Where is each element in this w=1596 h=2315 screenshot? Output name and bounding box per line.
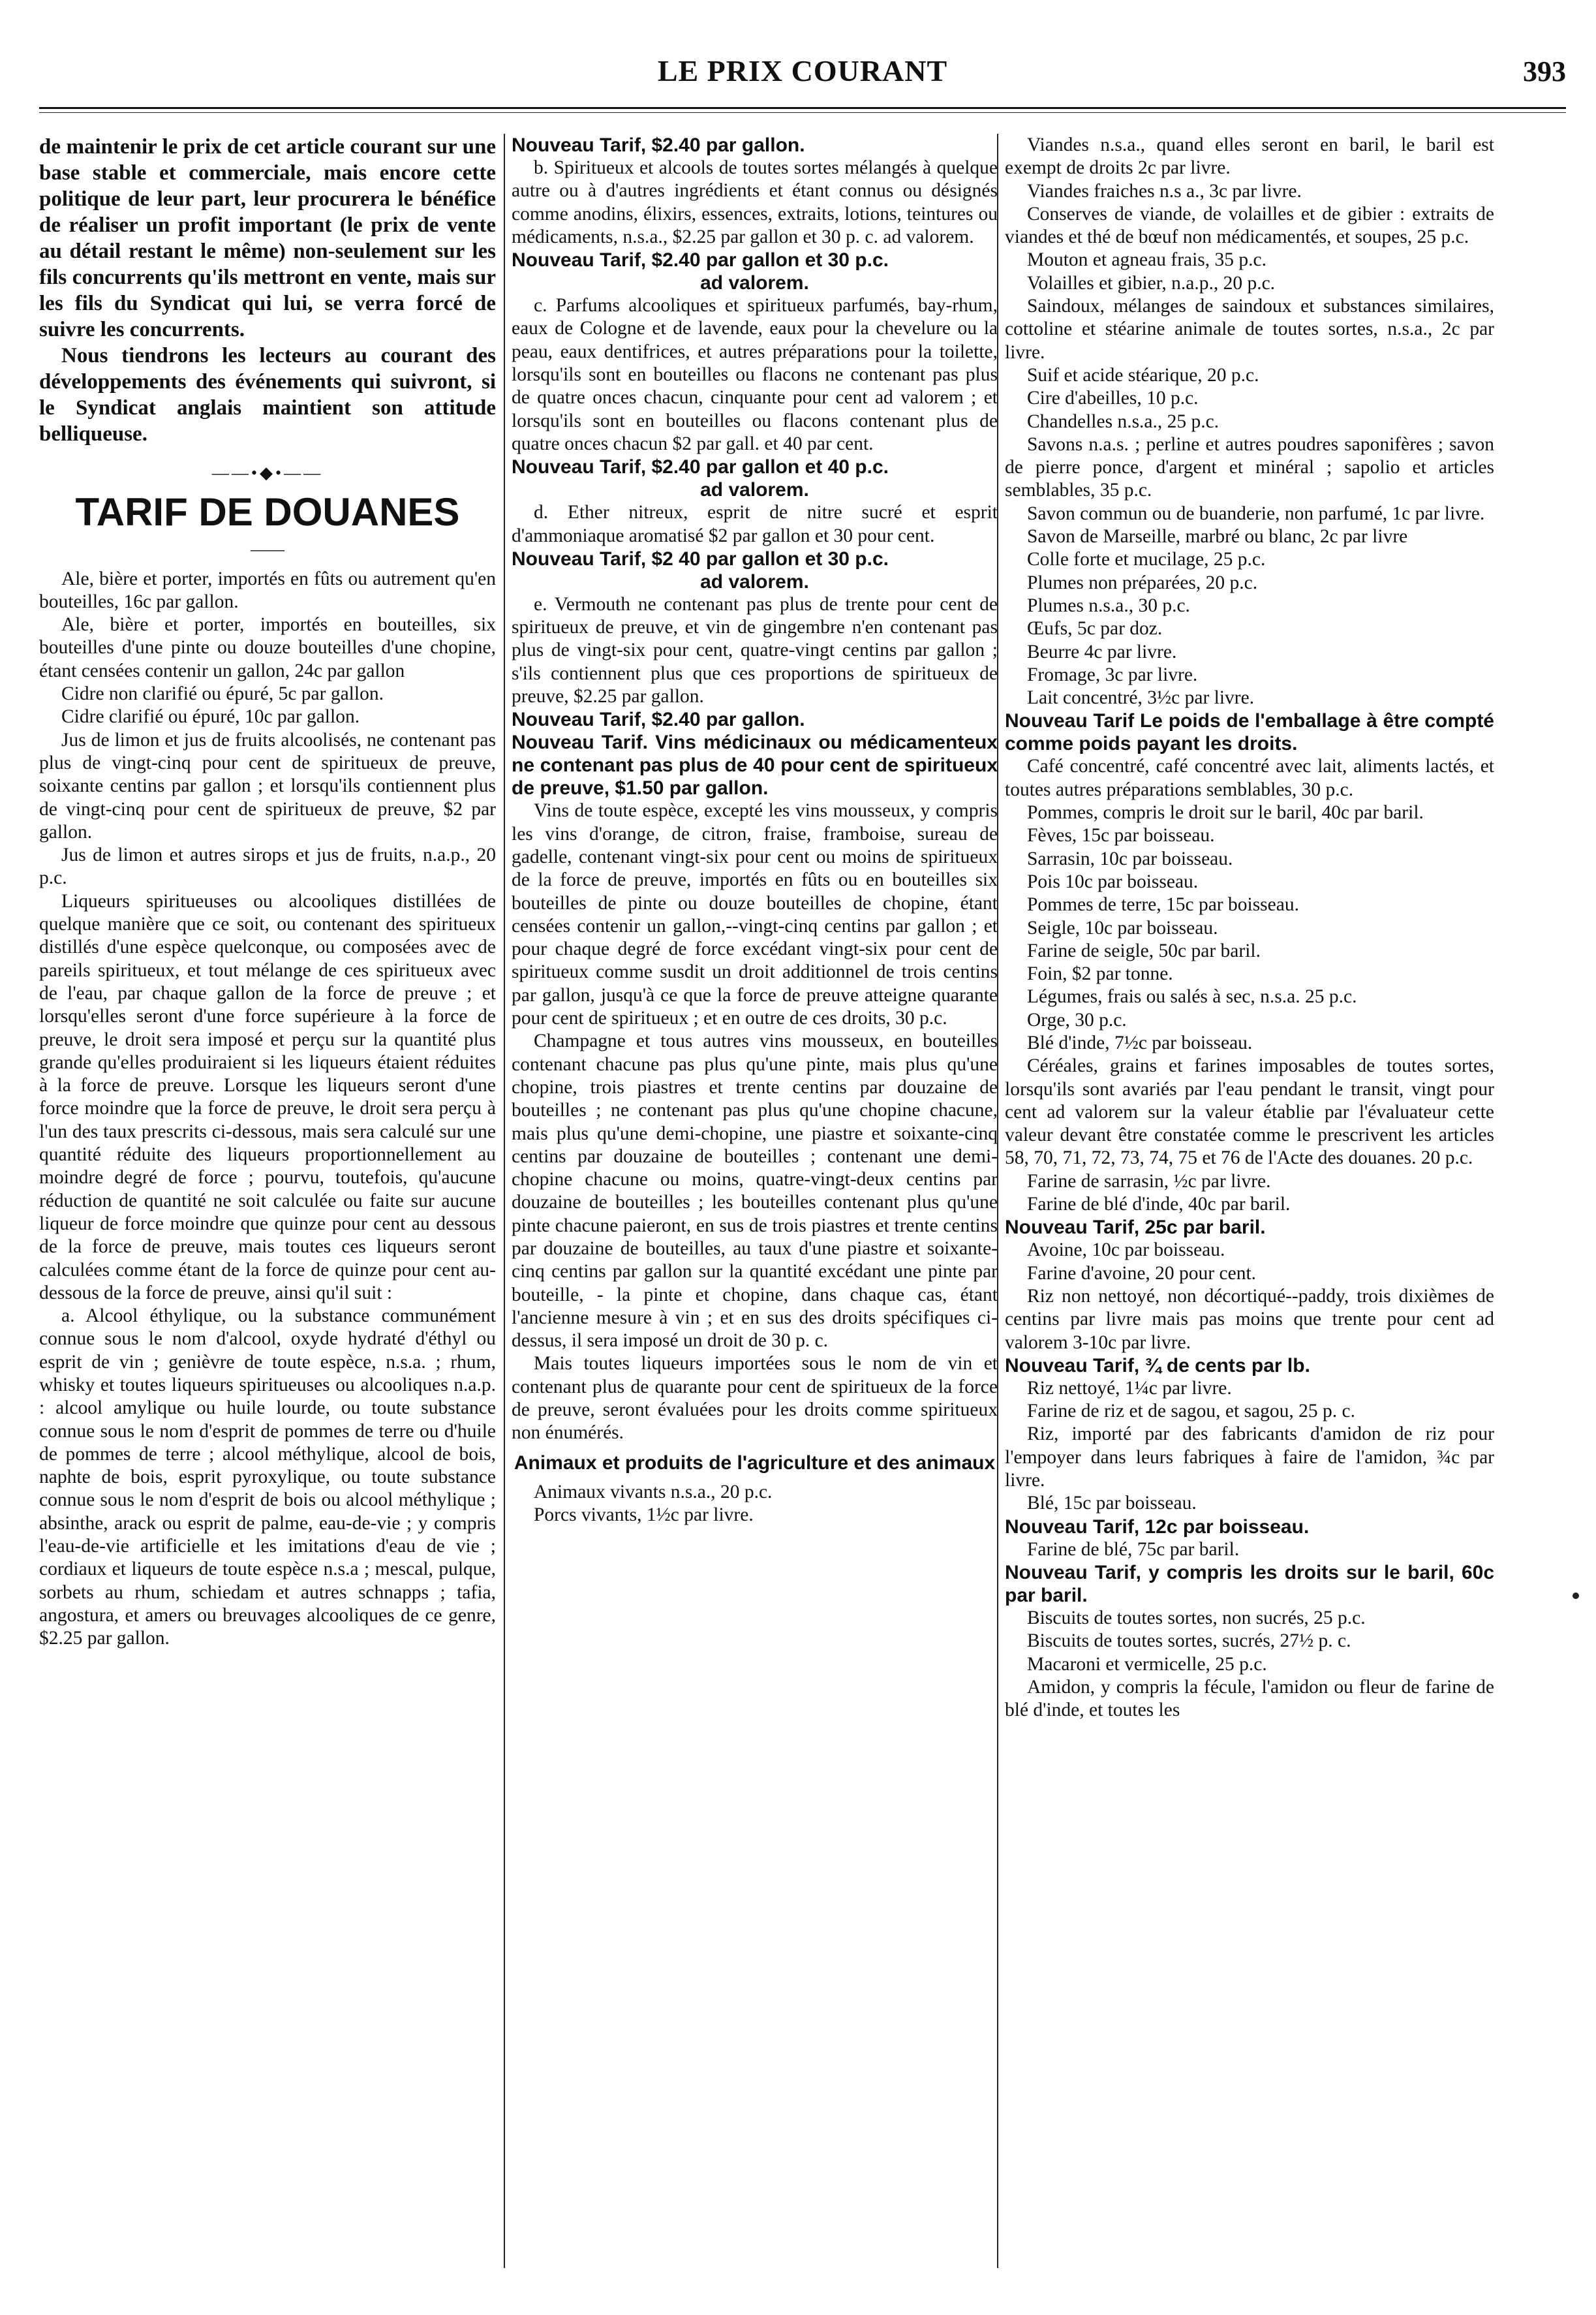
tariff-list	[1005, 1377, 1494, 1515]
tariff-list	[1005, 1239, 1494, 1354]
tariff-entry: Café concentré, café concentré avec lait, aliments lactés, et toutes autres préparations semblables, 30 p.c.	[1005, 756, 1494, 800]
page-header	[39, 40, 1566, 99]
tariff-entry: Orge, 30 p.c.	[1027, 1009, 1127, 1031]
section-title: TARIF DE DOUANES	[75, 490, 460, 535]
tariff-entry: Pommes de terre, 15c par boisseau.	[1027, 894, 1299, 916]
tariff-entry: Œufs, 5c par doz.	[1027, 618, 1163, 640]
tariff-entry: Fromage, 3c par livre.	[1027, 664, 1198, 685]
tariff-entry: a. Alcool éthylique, ou la substance communément connue sous le nom d'alcool, oxyde hydraté d'éthyl ou esprit de vin ; genièvre de toute espèce, n.s.a. ; rhum, whisky et toutes liqueurs spiritueuses ou alcooliques n.a.p. : alcool amylique ou huile lourde, ou toute substance connue sous le nom d'esprit de pommes de terre ou d'huile de pommes de terre ; alcool méthylique, alcool de bois, naphte de bois, esprit pyroxylique, ou toute substance connue sous le nom d'esprit de bois ou alcool méthylique ; absinthe, arack ou esprit de palme, eau-de-vie ; y compris l'eau-de-vie artificielle et les imitations d'eau de vie ; cordiaux et liqueurs de toute espèce n.s.a ; mescal, pulque, sorbets au rhum, schiedam et autres schnapps ; tafia, angostura, et amers ou breuvages alcooliques de ce genre, $2.25 par gallon.	[39, 1305, 496, 1649]
new-tariff-heading: Nouveau Tarif, ¾ de cents par lb.	[1005, 1354, 1310, 1376]
header-rule-thin	[39, 112, 1566, 113]
new-tariff-line: Nouveau Tarif, $2.40 par gallon et 30 p.c.	[512, 249, 889, 272]
tariff-list	[1005, 180, 1494, 710]
tariff-entry: Farine de seigle, 50c par baril.	[1027, 940, 1261, 961]
tariff-entry: Blé, 15c par boisseau.	[1027, 1493, 1197, 1514]
tariff-entry: Beurre 4c par livre.	[1027, 641, 1177, 662]
tariff-entry: Pois 10c par boisseau.	[1027, 871, 1199, 892]
new-tariff-heading	[512, 249, 998, 294]
tariff-entry: Cire d'abeilles, 10 p.c.	[1027, 388, 1199, 409]
tariff-entry: Avoine, 10c par boisseau.	[1027, 1239, 1225, 1261]
tariff-entry: d. Ether nitreux, esprit de nitre sucré et esprit d'ammoniaque aromatisé $2 par gallon et 30 pour cent.	[512, 502, 998, 546]
new-tariff-heading: Nouveau Tarif, y compris les droits sur le baril, 60c par baril.	[1005, 1561, 1494, 1606]
new-tariff-line: ad valorem.	[700, 570, 809, 593]
tariff-entry: c. Parfums alcooliques et spiritueux parfumés, bay-rhum, eaux de Cologne et de lavende, eaux pour la chevelure ou la peau, eaux dentifrices, et autres préparations pour la toilette, lorsqu'ils sont en bouteilles ou flacons ne contenant pas plus de quatre onces chacun, cinquante pour cent ad valorem ; et lorsqu'ils sont en bouteilles ou flacons contenant plus de quatre onces chacun $2 par gall. et 40 par cent.	[512, 295, 998, 454]
column-2	[512, 134, 998, 1527]
new-tariff-heading: Nouveau Tarif, 25c par baril.	[1005, 1217, 1266, 1239]
new-tariff-line: ad valorem.	[700, 479, 809, 501]
tariff-entry: Lait concentré, 3½c par livre.	[1027, 687, 1255, 709]
tariff-entry: Fèves, 15c par boisseau.	[1027, 825, 1215, 847]
tariff-entry: Plumes non préparées, 20 p.c.	[1027, 572, 1258, 593]
new-tariff-heading: Nouveau Tarif. Vins médicinaux ou médicamenteux ne contenant pas plus de 40 pour cent de spiritueux de preuve, $1.50 par gallon.	[512, 732, 998, 800]
column-1	[39, 134, 496, 1651]
article-continuation: de maintenir le prix de cet article courant sur une base stable et commerciale, mais encore cette politique de leur part, leur procurera le bénéfice de réaliser un profit important (le prix de vente au détail restant le même) non-seulement sur les fils concurrents qu'ils mettront en vente, mais sur les fils du Syndicat qui lui, se verra forcé de suivre les concurrents.	[39, 135, 496, 341]
tariff-entry: Plumes n.s.a., 30 p.c.	[1027, 595, 1190, 616]
tariff-entry: Biscuits de toutes sortes, sucrés, 27½ p. c.	[1027, 1630, 1351, 1652]
new-tariff-line: Nouveau Tarif, $2 40 par gallon et 30 p.c.	[512, 548, 889, 570]
tariff-list	[1005, 1607, 1494, 1722]
column-3	[1005, 134, 1494, 1722]
tariff-entry: Savon de Marseille, marbré ou blanc, 2c par livre	[1027, 526, 1408, 548]
tariff-entry: Farine de blé, 75c par baril.	[1027, 1538, 1240, 1560]
tariff-entry: Suif et acide stéarique, 20 p.c.	[1027, 364, 1259, 386]
tariff-entry: Savon commun ou de buanderie, non parfumé, 1c par livre.	[1027, 503, 1485, 524]
tariff-entry: Céréales, grains et farines imposables de toutes sortes, lorsqu'ils sont avariés par l'eau pendant le transit, vingt pour cent ad valorem sur la valeur établie par l'évaluateur cette valeur devant être constatée comme le prescrivent les articles 58, 70, 71, 72, 73, 74, 75 et 76 de l'Acte des douanes. 20 p.c.	[1005, 1055, 1494, 1169]
new-tariff-heading: Nouveau Tarif, $2.40 par gallon.	[512, 709, 805, 731]
column-divider-1	[504, 134, 505, 2268]
tariff-entry: Farine de sarrasin, ½c par livre.	[1027, 1170, 1271, 1192]
tariff-entry: Pommes, compris le droit sur le baril, 40c par baril.	[1027, 802, 1424, 824]
tariff-list	[1005, 1538, 1494, 1561]
tariff-entry: Cidre non clarifié ou épuré, 5c par gallon.	[61, 683, 384, 705]
tariff-entry: Conserves de viande, de volailles et de gibier : extraits de viandes et thé de bœuf non médicamentés, et soupes, 25 p.c.	[1005, 203, 1494, 248]
tariff-entry: Ale, bière et porter, importés en fûts ou autrement qu'en bouteilles, 16c par gallon.	[39, 568, 496, 612]
tariff-entry: Farine de blé d'inde, 40c par baril.	[1027, 1194, 1291, 1215]
tariff-entry: Macaroni et vermicelle, 25 p.c.	[1027, 1653, 1267, 1675]
new-tariff-line: ad valorem.	[700, 272, 809, 294]
tariff-entry: Ale, bière et porter, importés en bouteilles, six bouteilles d'une pinte ou douze bouteilles d'une chopine, étant censées contenir un gallon, 24c par gallon	[39, 614, 496, 681]
tariff-entry: Vins de toute espèce, excepté les vins mousseux, y compris les vins d'orange, de citron, fraise, framboise, sureau de gadelle, contenant vingt-six pour cent ou moins de spiritueux de la force de preuve, importés en fûts ou en bouteilles six bouteilles de pinte ou douze bouteilles de chopine, étant censées contenir un gallon,--vingt-cinq centins par gallon ; et pour chaque degré de force excédant vingt-six pour cent de spiritueux comme susdit un droit additionnel de trois centins par gallon, jusqu'à ce que la force de preuve atteigne quarante pour cent de spiritueux ; et en outre de ces droits, 30 p.c.	[512, 800, 998, 1029]
tariff-entry: Champagne et tous autres vins mousseux, en bouteilles contenant chacune pas plus qu'une pinte, mais plus qu'une chopine, trois piastres et trente centins par douzaine de bouteilles ; ne contenant pas plus qu'une chopine chacune, mais plus qu'une demi-chopine, une piastre et soixante-cinq centins par douzaine de bouteilles ; contenant une demi-chopine chacune ou moins, quatre-vingt-deux centins par douzaine de bouteilles ; les bouteilles contenant plus qu'une pinte chacune paieront, en sus de trois piastres et trente centins par douzaine de bouteilles, au taux d'une piastre et soixante-cinq centins par gallon sur la quantité excédant une pinte par bouteille, - la pinte et chopine, dans chaque cas, étant l'ancienne mesure à vin ; et en sus des droits spécifiques ci-dessus, il sera imposé un droit de 30 p. c.	[512, 1031, 998, 1352]
tariff-entry: Porcs vivants, 1½c par livre.	[534, 1504, 754, 1525]
tariff-entry: Blé d'inde, 7½c par boisseau.	[1027, 1032, 1253, 1053]
tariff-entry: Riz nettoyé, 1¼c par livre.	[1027, 1377, 1232, 1399]
tariff-entry: Saindoux, mélanges de saindoux et substances similaires, cottoline et stéarine animale de toutes sortes, n.s.a., 2c par livre.	[1005, 296, 1494, 363]
tariff-entry: Foin, $2 par tonne.	[1027, 963, 1173, 985]
tariff-entry: Viandes n.s.a., quand elles seront en baril, le baril est exempt de droits 2c par livre.	[1005, 134, 1494, 179]
tariff-list	[1005, 755, 1494, 1216]
tariff-entry: Farine de riz et de sagou, et sagou, 25 p. c.	[1027, 1401, 1355, 1422]
article-paragraph: Nous tiendrons les lecteurs au courant des développements des événements qui suivront, si le Syndicat anglais maintient son attitude belliqueuse.	[39, 344, 496, 446]
new-tariff-heading: Nouveau Tarif, $2.40 par gallon.	[512, 134, 805, 156]
header-rule	[39, 107, 1566, 109]
margin-dot	[1573, 1593, 1579, 1599]
tariff-entry: Mouton et agneau frais, 35 p.c.	[1027, 249, 1267, 271]
tariff-entry: e. Vermouth ne contenant pas plus de trente pour cent de spiritueux de preuve, et vin de gingembre n'en contenant pas plus de vingt-six pour cent, quatre-vingt centins par gallon ; s'ils contiennent plus que ces proportions de spiritueux de preuve, $2.25 par gallon.	[512, 593, 998, 707]
tariff-entry: Amidon, y compris la fécule, l'amidon ou fleur de farine de blé d'inde, et toutes les	[1005, 1676, 1494, 1721]
tariff-entry: Liqueurs spiritueuses ou alcooliques distillées de quelque manière que ce soit, ou contenant des spiritueux distillés d'une espèce quelconque, ou composées avec de pareils spiritueux, et tout mélange de ces spiritueux avec de l'eau, par chaque gallon de la force de preuve ; et lorsqu'elles seront d'une force supérieure à la force de preuve, le droit sera imposé et perçu sur la quantité plus grande qu'elles produiraient si les liqueurs étaient réduites à la force de preuve. Lorsque les liqueurs seront d'une force moindre que la force de preuve, le droit sera perçu à l'un des taux prescrits ci-dessous, mais sera calculé sur une quantité réduite des liqueurs proportionnellement au moindre degré de force ; pourvu, toutefois, qu'aucune réduction de quantité ne soit calculée ou faite sur aucune liqueur de force moindre que quinze pour cent au dessous de la force de preuve, mais toutes ces liqueurs seront calculées comme étant de la force de quinze pour cent au-dessous de la force de preuve, ainsi qu'il suit :	[39, 890, 496, 1303]
tariff-entry: Farine d'avoine, 20 pour cent.	[1027, 1262, 1257, 1284]
tariff-entry: Chandelles n.s.a., 25 p.c.	[1027, 411, 1220, 432]
tariff-entry: Animaux vivants n.s.a., 20 p.c.	[534, 1481, 773, 1502]
tariff-entry: Colle forte et mucilage, 25 p.c.	[1027, 549, 1266, 570]
tariff-entry: Biscuits de toutes sortes, non sucrés, 25 p.c.	[1027, 1607, 1366, 1628]
tariff-entry: Cidre clarifié ou épuré, 10c par gallon.	[61, 706, 360, 728]
tariff-entry: Mais toutes liqueurs importées sous le nom de vin et contenant plus de quarante pour cent de spiritueux de la force de preuve, seront évaluées pour les droits comme spiritueux non énumérés.	[512, 1353, 998, 1444]
new-tariff-heading: Nouveau Tarif Le poids de l'emballage à être compté comme poids payant les droits.	[1005, 710, 1494, 755]
new-tariff-heading	[512, 456, 998, 501]
tariff-entry: Riz non nettoyé, non décortiqué--paddy, trois dixièmes de centins par livre mais pas moins que trente pour cent ad valorem 3-10c par livre.	[1005, 1285, 1494, 1353]
title-dash: ——	[251, 540, 284, 559]
tariff-entry: Viandes fraiches n.s a., 3c par livre.	[1027, 180, 1302, 202]
ornament-divider: ——•◆•——	[211, 463, 324, 482]
tariff-entry: Légumes, frais ou salés à sec, n.s.a. 25 p.c.	[1027, 986, 1357, 1008]
tariff-entry: Jus de limon et jus de fruits alcoolisés, ne contenant pas plus de vingt-cinq pour cent de spiritueux de preuve, soixante centins par gallon ; et lorsqu'ils contiennent plus de vingt-cinq pour cent de spiritueux de preuve, $2 par gallon.	[39, 729, 496, 843]
page-number: 393	[1523, 55, 1566, 87]
tariff-entry: b. Spiritueux et alcools de toutes sortes mélangés à quelque autre ou à d'autres ingrédients et étant connus ou désignés comme anodins, élixirs, essences, extraits, lotions, teintures ou médicaments, n.s.a., $2.25 par gallon et 30 p. c. ad valorem.	[512, 157, 998, 247]
tariff-entry: Sarrasin, 10c par boisseau.	[1027, 848, 1233, 869]
new-tariff-heading	[512, 548, 998, 593]
subsection-title: Animaux et produits de l'agriculture et des animaux	[514, 1452, 996, 1474]
tariff-entry: Savons n.a.s. ; perline et autres poudres saponifères ; savon de pierre ponce, d'argent et minéral ; sapolio et articles semblables, 35 p.c.	[1005, 433, 1494, 501]
tariff-entry: Volailles et gibier, n.a.p., 20 p.c.	[1027, 272, 1276, 294]
new-tariff-line: Nouveau Tarif, $2.40 par gallon et 40 p.c.	[512, 456, 889, 478]
tariff-entry: Jus de limon et autres sirops et jus de fruits, n.a.p., 20 p.c.	[39, 845, 496, 889]
tariff-entry: Seigle, 10c par boisseau.	[1027, 917, 1218, 939]
tariff-entry: Riz, importé par des fabricants d'amidon de riz pour l'empoyer dans leurs fabriques à faire de l'amidon, ¾c par livre.	[1005, 1423, 1494, 1491]
new-tariff-heading: Nouveau Tarif, 12c par boisseau.	[1005, 1515, 1310, 1538]
journal-title: LE PRIX COURANT	[657, 54, 948, 87]
